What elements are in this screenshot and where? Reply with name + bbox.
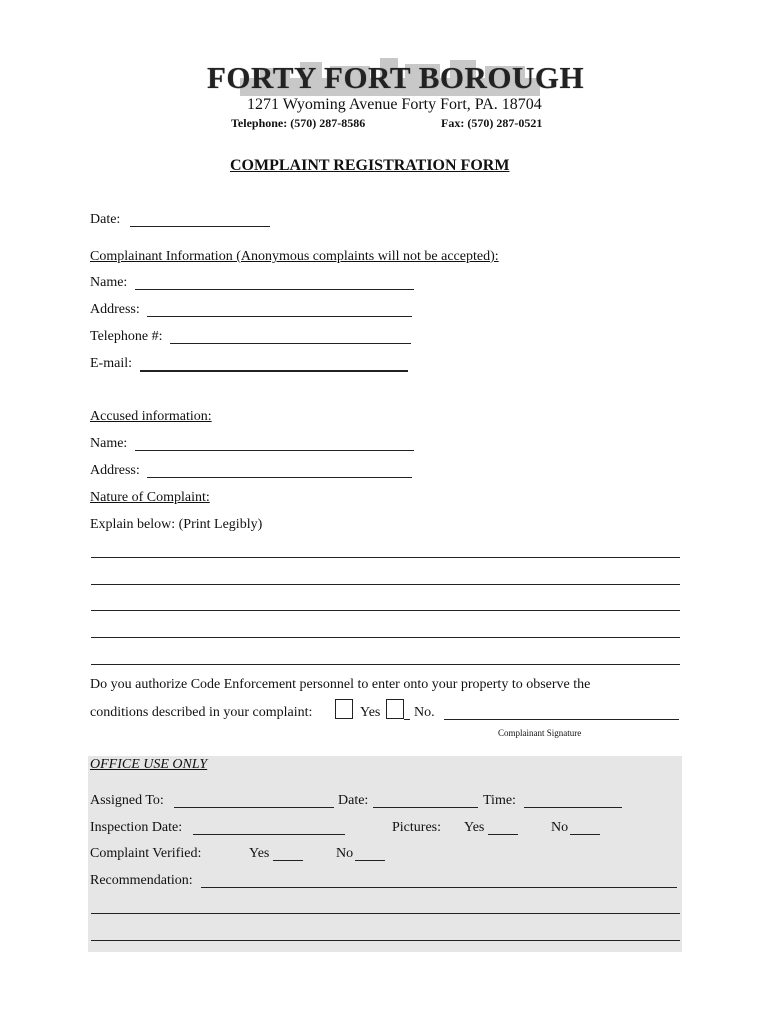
- complainant-address-field[interactable]: [147, 316, 412, 317]
- form-title: COMPLAINT REGISTRATION FORM: [230, 157, 510, 174]
- explain-line[interactable]: [91, 637, 680, 638]
- complainant-name-field[interactable]: [135, 289, 414, 290]
- authorize-no-checkbox[interactable]: [386, 699, 404, 719]
- office-date-field[interactable]: [373, 807, 478, 808]
- recommendation-line[interactable]: [91, 913, 680, 914]
- complainant-email-field[interactable]: [140, 370, 408, 372]
- organization-telephone: Telephone: (570) 287-8586: [231, 116, 366, 130]
- verified-no-label: No: [336, 846, 354, 861]
- accused-heading: Accused information:: [90, 409, 212, 424]
- complainant-telephone-field[interactable]: [170, 343, 411, 344]
- inspection-date-field[interactable]: [193, 834, 345, 835]
- office-time-field[interactable]: [524, 807, 622, 808]
- nature-heading: Nature of Complaint:: [90, 490, 210, 505]
- date-label: Date:: [90, 212, 121, 227]
- explain-label: Explain below: (Print Legibly): [90, 517, 263, 532]
- recommendation-field[interactable]: [201, 887, 677, 888]
- verified-no-field[interactable]: [355, 860, 385, 861]
- date-field[interactable]: [130, 226, 270, 227]
- assigned-to-label: Assigned To:: [90, 793, 164, 808]
- verified-yes-label: Yes: [249, 846, 270, 861]
- signature-caption: Complainant Signature: [498, 728, 582, 738]
- complainant-email-label: E-mail:: [90, 356, 132, 371]
- complainant-heading: Complainant Information (Anonymous complaints will not be accepted):: [90, 249, 499, 264]
- pictures-no-field[interactable]: [570, 834, 600, 835]
- authorize-question: Do you authorize Code Enforcement personnel to enter onto your property to observe the: [90, 677, 591, 692]
- complaint-verified-label: Complaint Verified:: [90, 846, 202, 861]
- complainant-telephone-label: Telephone #:: [90, 329, 163, 344]
- authorize-no-underline: [404, 719, 410, 720]
- pictures-label: Pictures:: [392, 820, 441, 835]
- pictures-yes-field[interactable]: [488, 834, 518, 835]
- office-date-label: Date:: [338, 793, 369, 808]
- explain-line[interactable]: [91, 557, 680, 558]
- office-time-label: Time:: [483, 793, 516, 808]
- pictures-no-label: No: [551, 820, 569, 835]
- recommendation-line[interactable]: [91, 940, 680, 941]
- assigned-to-field[interactable]: [174, 807, 334, 808]
- accused-address-label: Address:: [90, 463, 140, 478]
- complainant-name-label: Name:: [90, 275, 128, 290]
- office-use-title: OFFICE USE ONLY: [90, 757, 208, 772]
- authorize-no-label: No.: [414, 705, 435, 720]
- organization-name: FORTY FORT BOROUGH: [207, 60, 585, 95]
- explain-line[interactable]: [91, 610, 680, 611]
- authorize-question-continued: conditions described in your complaint:: [90, 705, 313, 720]
- accused-name-field[interactable]: [135, 450, 414, 451]
- explain-line[interactable]: [91, 664, 680, 665]
- complainant-signature-field[interactable]: [444, 719, 679, 720]
- authorize-yes-checkbox[interactable]: [335, 699, 353, 719]
- pictures-yes-label: Yes: [464, 820, 485, 835]
- complainant-address-label: Address:: [90, 302, 140, 317]
- explain-line[interactable]: [91, 584, 680, 585]
- verified-yes-field[interactable]: [273, 860, 303, 861]
- organization-fax: Fax: (570) 287-0521: [441, 116, 543, 130]
- accused-name-label: Name:: [90, 436, 128, 451]
- inspection-date-label: Inspection Date:: [90, 820, 183, 835]
- organization-address: 1271 Wyoming Avenue Forty Fort, PA. 18704: [247, 96, 542, 113]
- authorize-yes-label: Yes: [360, 705, 381, 720]
- recommendation-label: Recommendation:: [90, 873, 193, 888]
- accused-address-field[interactable]: [147, 477, 412, 478]
